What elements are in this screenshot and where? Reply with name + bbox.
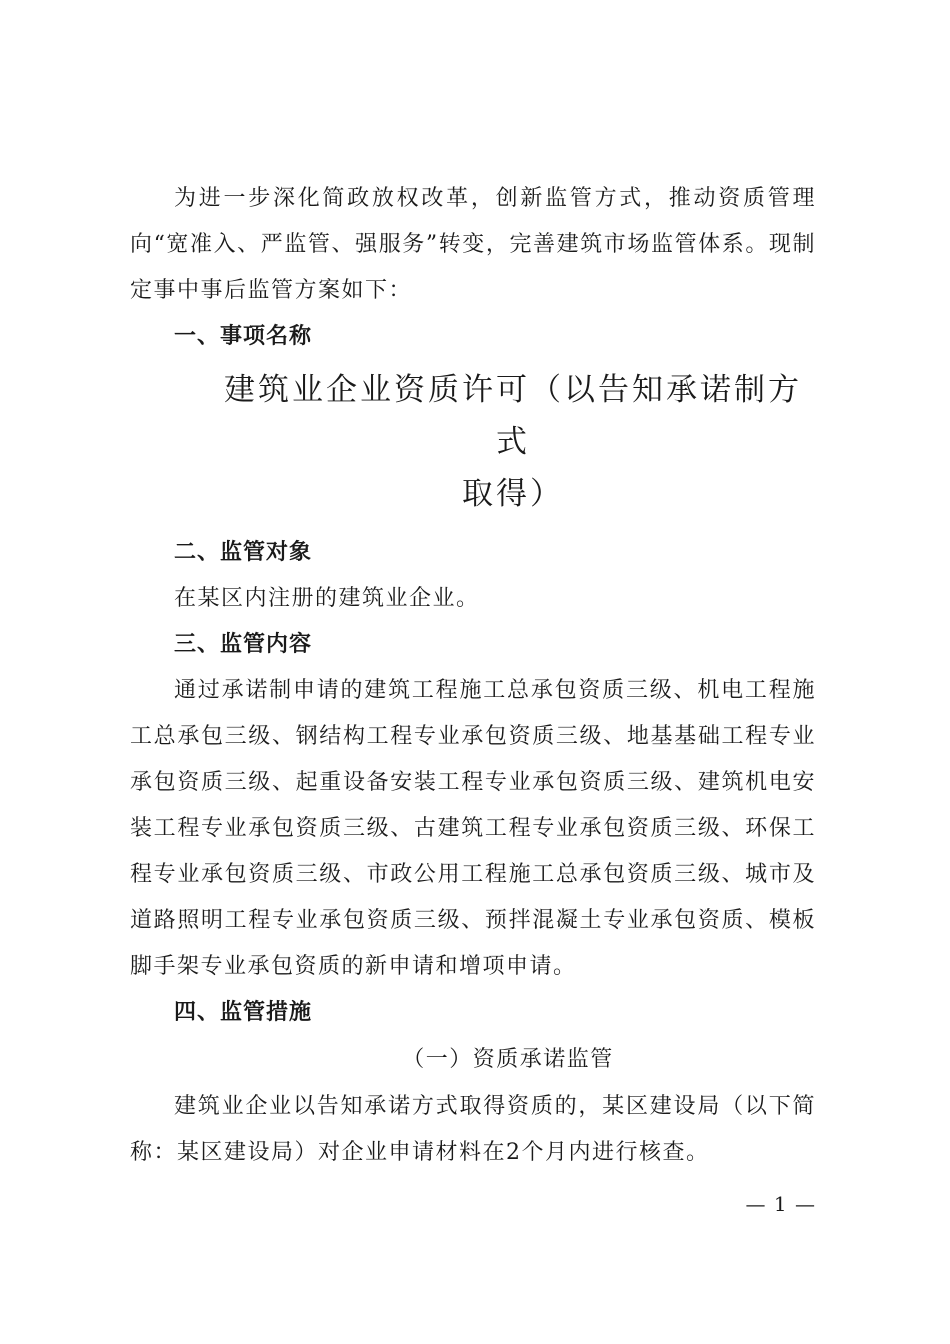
item-title-line-2: 取得）: [462, 476, 564, 512]
supervision-content-paragraph: 通过承诺制申请的建筑工程施工总承包资质三级、机电工程施工总承包三级、钢结构工程专业承包资质三级、地基基础工程专业承包资质三级、起重设备安装工程专业承包资质三级、建筑机电安装工程专业承包资质三级、古建筑工程专业承包资质三级、环保工程专业承包资质三级、市政公用工程施工总承包资质三级、城市及道路照明工程专业承包资质三级、预拌混凝土专业承包资质、模板脚手架专业承包资质的新申请和增项申请。: [130, 678, 816, 979]
item-title-line-1: 建筑业企业资质许可（以告知承诺制方式: [224, 372, 802, 460]
document-body: [130, 176, 816, 1176]
intro-paragraph: 为进一步深化简政放权改革，创新监管方式，推动资质管理向“宽准入、严监管、强服务”转变，完善建筑市场监管体系。现制定事中事后监管方案如下：: [130, 186, 816, 303]
subheading-qualification-commitment: （一）资质承诺监管: [402, 1047, 614, 1072]
section-heading-supervision-content: 三、监管内容: [174, 632, 313, 657]
page-number: — 1 —: [745, 1192, 816, 1216]
section-heading-supervision-target: 二、监管对象: [174, 540, 313, 565]
supervision-target-paragraph: 在某区内注册的建筑业企业。: [174, 586, 480, 611]
supervision-measures-paragraph: 建筑业企业以告知承诺方式取得资质的，某区建设局（以下简称：某区建设局）对企业申请材料在2个月内进行核查。: [130, 1094, 816, 1165]
item-title: [130, 364, 816, 520]
section-heading-item-name: 一、事项名称: [174, 324, 313, 349]
section-heading-supervision-measures: 四、监管措施: [174, 1000, 313, 1025]
